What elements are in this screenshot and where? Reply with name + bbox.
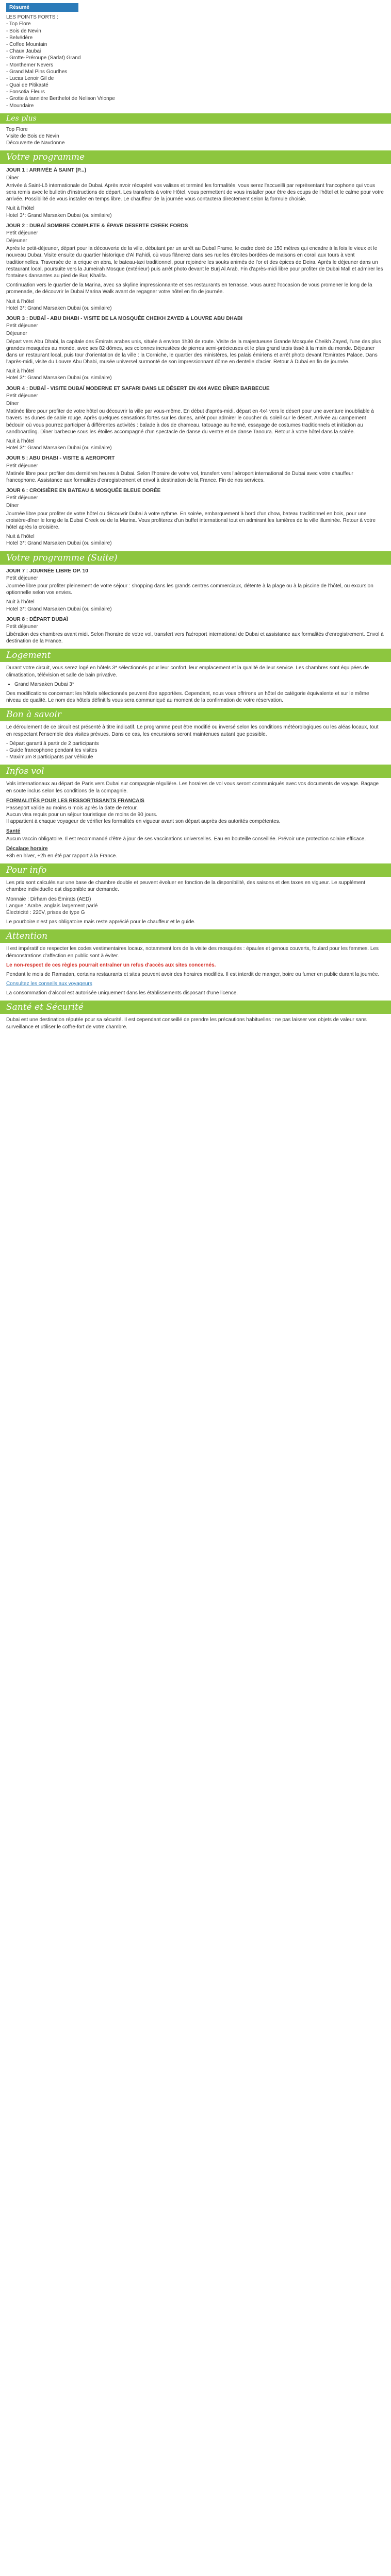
day-hotel: Hotel 3*: Grand Marsaken Dubai (ou similaire) [6,445,112,451]
day-meal: Petit déjeuner [6,230,38,236]
intro-points [0,14,391,109]
sante-text: Dubai est une destination réputée pour sa sécurité. Il est cependant conseillé de prendre les précautions habituelles : ne pas laisser vos objets de valeur sans surveillance et utiliser le coffre-fort de votre chambre. [6,1017,367,1030]
day-meal: Dîner [6,175,19,181]
logement-hotels [6,681,385,688]
day-hotel: Hotel 3*: Grand Marsaken Dubai (ou similaire) [6,540,112,547]
day-hotel: Hotel 3*: Grand Marsaken Dubai (ou similaire) [6,212,112,218]
section-header-sante: Santé et Sécurité [0,1001,391,1014]
day-block [6,385,385,452]
highlight-item: - Grand Mal Pins Gourlhes [6,69,68,75]
infos-decalage-title: Décalage horaire [6,845,48,852]
bon-savoir-item: - Maximum 8 participants par véhicule [6,754,93,760]
attention-text-3: La consommation d'alcool est autorisée uniquement dans les établissements disposant d'une licence. [6,990,238,996]
infos-sante-title: Santé [6,828,21,835]
section-header-bon-savoir: Bon à savoir [0,708,391,721]
day-title: JOUR 1 : ARRIVÉE À SAINT (P...) [6,167,87,174]
section-header-infos: Infos vol [0,765,391,778]
day-description: Arrivée à Saint-Lô internationale de Dubai. Après avoir récupéré vos valises et terminé les formalités, vous serez l'accueilli par représentant francophone qui vous sera remis avec le bulletin d'instructions de départ. Les transferts à votre Hôtel, vous permettent de vous installer pour être des coups de l'hôtel et le calme pour votre arrivée. Possibilité de vous installer en temps libre. Le chauffeur de la journée vous contactera directement selon la formule choisie. [6,182,384,202]
day-block [6,167,385,218]
logement-note: Des modifications concernant les hôtels sélectionnés peuvent être apportées. Cependant, nous vous offrirons un hôtel de catégorie équivalente et sur le même niveau de qualité. Le nom des hôtels définitifs vous sera communiqué au moment de la confirmation de votre réservation. [6,691,369,704]
day-title: JOUR 4 : DUBAÏ - VISITE DUBAÏ MODERNE ET SAFARI DANS LE DÉSERT EN 4X4 AVEC DÎNER BARBECUE [6,385,270,392]
day-description: Matinée libre pour profiter des dernières heures à Dubai. Selon l'horaire de votre vol, transfert vers l'aéroport international de Dubai avec votre chauffeur francophone. Assistance aux formalités d'enregistrement et envol à destination de la France. Fin de nos services. [6,470,353,483]
day-block [6,568,385,613]
hotel-item: • Grand Marsaken Dubai 3* [14,681,385,688]
plus-item: Visite de Bois de Nevin [6,133,59,139]
day-meal: Petit déjeuner [6,575,38,581]
highlight-item: - Grotte à tannière Berthelot de Nelison Vrlonpe [6,96,115,102]
highlight-item: - Monthemer Nevers [6,62,54,68]
day-description: Continuation vers le quartier de la Marina, avec sa skyline impressionnante et ses restaurants en terrasse. Vous aurez l'occasion de vous promener le long de la promenade, de découvrir le Dubai Marina Walk avant de regagner votre hôtel en fin de journée. [6,282,372,295]
highlight-item: - Belvédère [6,35,33,41]
day-title: JOUR 8 : DÉPART DUBAÏ [6,616,68,622]
plus-list [6,126,385,147]
logement-text: Durant votre circuit, vous serez logé en hôtels 3* sélectionnés pour leur confort, leur emplacement et la qualité de leur service. Les chambres sont équipées de climatisation, télévision et salle de bain privative. [6,665,369,678]
highlight-item: - Moundaire [6,103,34,109]
day-block [6,487,385,547]
infos-sante-text: Aucun vaccin obligatoire. Il est recommandé d'être à jour de ses vaccinations universelles. Eau en bouteille conseillée. Prévoir une protection solaire efficace. [6,836,366,842]
day-description: Libération des chambres avant midi. Selon l'horaire de votre vol, transfert vers l'aéroport international de Dubai et assistance aux formalités d'enregistrement. Envol à destination de la France. [6,632,384,645]
day-meal: Petit déjeuner [6,463,38,469]
day-nuit: Nuit à l'hôtel [6,368,35,375]
day-hotel: Hotel 3*: Grand Marsaken Dubai (ou similaire) [6,305,112,311]
pour-info-list [6,896,385,917]
section-header-plus: Les plus [0,113,391,124]
day-description: Après le petit-déjeuner, départ pour la découverte de la ville, débutant par un arrêt au Dubaï Frame, le cadre doré de 150 mètres qui encadre à la fois le vieux et le nouveau Dubaï. Visite ensuite du quartier historique d'Al Fahidi, où vous flânerez dans ses ruelles étroites bordées de maisons en corail aux tours à vent traditionnelles. Traversée de la crique en abra, le bateau-taxi traditionnel, pour rejoindre les souks animés de l'or et des épices de Deira. Après le déjeuner dans un restaurant local, poursuite vers la Jumeirah Mosque (extérieur) puis arrêt photo devant le Burj Al Arab. Fin d'après-midi libre pour profiter de Dubai Mall et admirer les fontaines dansantes au pied de Burj Khalifa. [6,246,383,279]
day-meal: Petit déjeuner [6,323,38,329]
highlight-item: - Top Flore [6,21,31,27]
highlight-item: - Quai de Pitikasté [6,82,48,89]
day-nuit: Nuit à l'hôtel [6,206,35,212]
day-description: Départ vers Abu Dhabi, la capitale des Émirats arabes unis, située à environ 1h30 de route. Visite de la majestueuse Grande Mosquée Cheikh Zayed, l'une des plus grandes mosquées au monde, avec ses 82 dômes, ses colonnes incrustées de pierres semi-précieuses et le plus grand tapis tissé à la main du monde. Déjeuner dans un restaurant local, puis tour d'orientation de la ville : la Corniche, le quartier des ministères, les palais émiriens et arrêt photo devant l'Emirates Palace. Dans l'après-midi, visite du Louvre Abu Dhabi, musée universel surmonté de son impressionnant dôme en dentelle d'acier. Retour à Dubai en fin de journée. [6,338,381,365]
highlight-item: - Grotte-Préroupe (Sarlat) Grand [6,55,81,61]
day-title: JOUR 6 : CROISIÈRE EN BATEAU & MOSQUÉE BLEUE DORÉE [6,488,161,494]
day-nuit: Nuit à l'hôtel [6,298,35,304]
pour-info-item: Monnaie : Dirham des Émirats (AED) [6,896,91,902]
highlight-item: - Bois de Nevin [6,28,41,34]
bon-savoir-text: Le déroulement de ce circuit est présenté à titre indicatif. Le programme peut être modifié ou inversé selon les conditions météorologiques ou les aléas locaux, tout en respectant l'ensemble des visites prévues. Dans ce cas, les excursions seront maintenues autant que possible. [6,724,379,737]
day-description: Journée libre pour profiter de votre hôtel ou découvrir Dubai à votre rythme. En soirée, embarquement à bord d'un dhow, bateau traditionnel en bois, pour une croisière-dîner le long de la Dubai Creek ou de la Marina. Vous profiterez d'un buffet international tout en admirant les lumières de la ville illuminée. Retour à votre hôtel après la croisière. [6,511,376,530]
day-meal: Déjeuner [6,238,27,244]
section-header-pour-info: Pour info [0,863,391,877]
day-block [6,455,385,484]
day-nuit: Nuit à l'hôtel [6,534,35,540]
plus-item: Top Flore [6,126,28,132]
infos-formalites-list [6,805,385,825]
attention-text-2: Pendant le mois de Ramadan, certains restaurants et sites peuvent avoir des horaires modifiés. Il est interdit de manger, boire ou fumer en public durant la journée. [6,971,380,977]
programme-days [0,167,391,547]
page [0,0,391,1048]
infos-text: Vols internationaux au départ de Paris vers Dubai sur compagnie régulière. Les horaires de vol vous seront communiqués avec vos documents de voyage. Bagage en soute inclus selon les conditions de la compagnie. [6,781,379,794]
day-block [6,616,385,645]
summary-banner: Résumé [6,3,78,12]
day-meal: Petit déjeuner [6,393,38,399]
bon-savoir-item: - Départ garanti à partir de 2 participants [6,740,99,747]
plus-item: Découverte de Navdonne [6,140,65,146]
highlight-item: - Lucas Lenoir Gil de [6,75,54,81]
attention-warning: Le non-respect de ces règles pourrait entraîner un refus d'accès aux sites concernés. [6,962,216,968]
section-header-programme-suite: Votre programme (Suite) [0,551,391,565]
day-block [6,223,385,312]
day-nuit: Nuit à l'hôtel [6,599,35,605]
pour-info-note: Le pourboire n'est pas obligatoire mais reste apprécié pour le chauffeur et le guide. [6,919,196,925]
day-title: JOUR 3 : DUBAÏ - ABU DHABI - VISITE DE LA MOSQUÉE CHEIKH ZAYED & LOUVRE ABU DHABI [6,315,242,321]
day-nuit: Nuit à l'hôtel [6,438,35,444]
bon-savoir-list [6,740,385,761]
bon-savoir-item: - Guide francophone pendant les visites [6,747,97,753]
highlight-item: - Fonsotia Fleurs [6,89,45,95]
infos-decalage-text: +3h en hiver, +2h en été par rapport à la France. [6,853,118,859]
highlight-item: - Chaux Jaubai [6,48,41,55]
formalite-item: Passeport valide au moins 6 mois après la date de retour. [6,805,138,811]
programme-suite-days [0,568,391,645]
pour-info-item: Électricité : 220V, prises de type G [6,909,85,916]
section-header-programme: Votre programme [0,150,391,164]
day-meal: Dîner [6,503,19,509]
day-meal: Petit déjeuner [6,623,38,630]
infos-formalites-title: FORMALITÉS POUR LES RESSORTISSANTS FRANÇAIS [6,798,144,804]
pour-info-item: Langue : Arabe, anglais largement parlé [6,903,98,909]
day-meal: Petit déjeuner [6,495,38,501]
day-meal: Déjeuner [6,331,27,337]
highlight-item: LES POINTS FORTS : [6,14,58,21]
day-title: JOUR 7 : JOURNÉE LIBRE OP. 10 [6,568,88,574]
day-meal: Dîner [6,401,19,406]
day-hotel: Hotel 3*: Grand Marsaken Dubai (ou similaire) [6,375,112,381]
day-title: JOUR 5 : ABU DHABI - VISITE & AEROPORT [6,455,115,462]
pour-info-text: Les prix sont calculés sur une base de chambre double et peuvent évoluer en fonction de la disponibilité, des saisons et des taxes en vigueur. Le supplément chambre individuelle est disponible sur demande. [6,880,365,893]
day-description: Journée libre pour profiter pleinement de votre séjour : shopping dans les grands centres commerciaux, détente à la plage ou à la piscine de l'hôtel, ou excursion optionnelle selon vos envies. [6,583,373,596]
section-header-attention: Attention [0,929,391,943]
highlights-list [6,14,385,109]
highlight-item: - Coffee Mountain [6,41,47,47]
formalite-item: Il appartient à chaque voyageur de vérifier les formalités en vigueur avant son départ auprès des autorités compétentes. [6,819,281,825]
attention-text: Il est impératif de respecter les codes vestimentaires locaux, notamment lors de la visite des mosquées : épaules et genoux couverts, foulard pour les femmes. Les démonstrations d'affection en public sont à éviter. [6,946,379,959]
day-title: JOUR 2 : DUBAÏ SOMBRE COMPLETE & ÉPAVE DESERTE CREEK FORDS [6,223,188,229]
section-header-logement: Logement [0,649,391,662]
conseils-voyageurs-link[interactable]: Consultez les conseils aux voyageurs [6,981,92,987]
day-description: Matinée libre pour profiter de votre hôtel ou découvrir la ville par vous-même. En début d'après-midi, départ en 4x4 vers le désert pour une aventure inoubliable à travers les dunes de sable rouge. Après quelques sensations fortes sur les dunes, arrêt pour admirer le coucher du soleil sur le désert. Arrivée au campement bédouin où vous pourrez participer à différentes activités : balade à dos de chameau, tatouage au henné, essayage de costumes traditionnels et initiation au sandboarding. Dîner barbecue sous les étoiles accompagné d'un spectacle de danse du ventre et de danse Tanoura. Retour à votre hôtel dans la soirée. [6,409,374,435]
day-block [6,315,385,382]
formalite-item: Aucun visa requis pour un séjour touristique de moins de 90 jours. [6,812,157,818]
day-hotel: Hotel 3*: Grand Marsaken Dubai (ou similaire) [6,606,112,612]
